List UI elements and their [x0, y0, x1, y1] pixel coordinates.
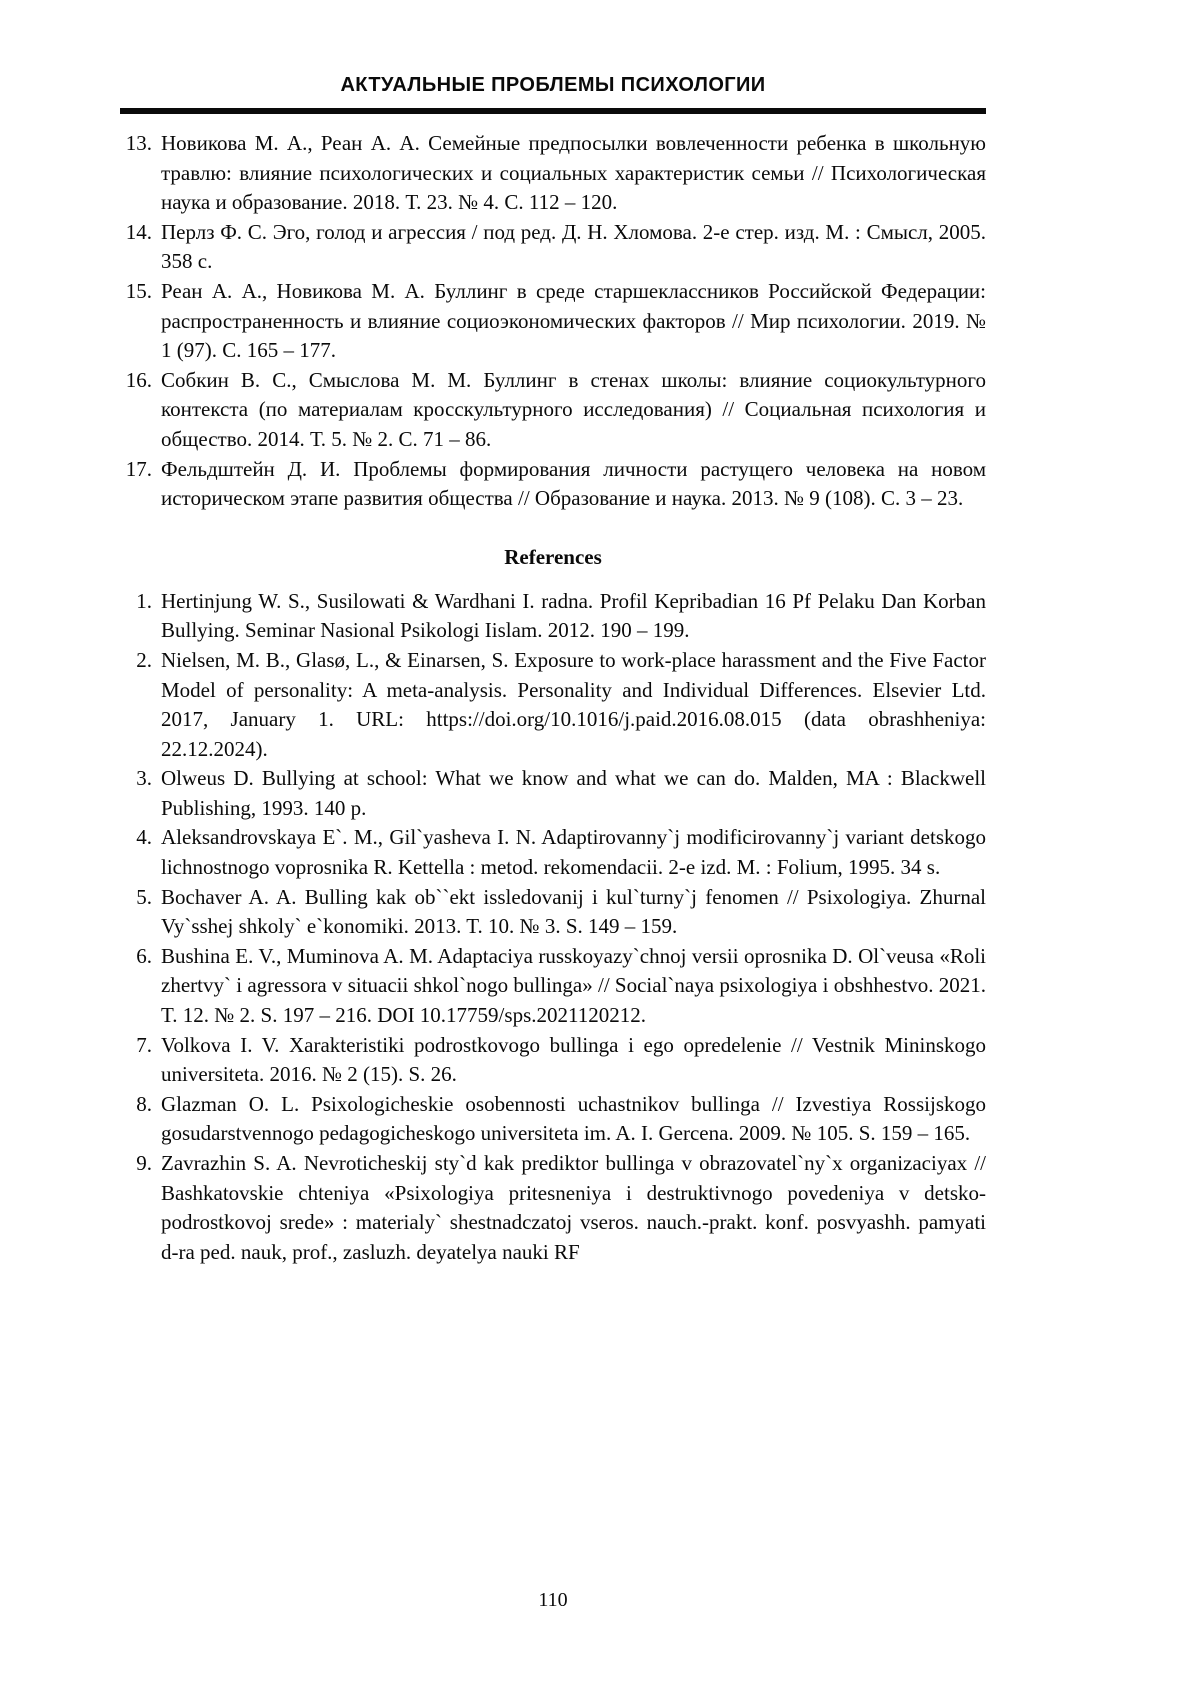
reference-text: Aleksandrovskaya E`. M., Gil`yasheva I. N. Adaptirovanny`j modificirovanny`j variant detskogo lichnostnogo voprosnika R. Kettella : metod. rekomendacii. 2-e izd. M. : Folium, 1995. 34 s.	[161, 825, 986, 880]
reference-item	[120, 218, 986, 277]
reference-text: Bochaver A. A. Bulling kak ob``ekt issledovanij i kul`turny`j fenomen // Psixologiya. Zhurnal Vy`sshej shkoly` e`konomiki. 2013. T. 10. № 3. S. 149 – 159.	[161, 884, 986, 939]
header-double-rule	[120, 108, 986, 114]
reference-number: 8.	[136, 1091, 152, 1116]
reference-item	[120, 1149, 986, 1267]
reference-text: Glazman O. L. Psixologicheskie osobennosti uchastnikov bullinga // Izvestiya Rossijskogo gosudarstvennogo pedagogicheskogo universiteta im. A. I. Gercena. 2009. № 105. S. 159 – 165.	[161, 1091, 986, 1146]
journal-header-title: АКТУАЛЬНЫЕ ПРОБЛЕМЫ ПСИХОЛОГИИ	[340, 74, 766, 96]
reference-item	[120, 1031, 986, 1090]
reference-number: 4.	[136, 825, 152, 850]
reference-item	[120, 764, 986, 823]
reference-text: Zavrazhin S. A. Nevroticheskij sty`d kak prediktor bullinga v obrazovatel`ny`x organizaciyax // Bashkatovskie chteniya «Psixologiya pritesneniya i destruktivnogo povedeniya v detsko-podrostkovoj srede» : materialy` shestnadczatoj vseros. nauch.-prakt. konf. posvyashh. pamyati d-ra ped. nauk, prof., zasluzh. deyatelya nauki RF	[161, 1151, 986, 1264]
reference-text: Volkova I. V. Xarakteristiki podrostkovogo bullinga i ego opredelenie // Vestnik Mininskogo universiteta. 2016. № 2 (15). S. 26.	[161, 1032, 986, 1087]
reference-number: 15.	[125, 278, 152, 303]
reference-text: Olweus D. Bullying at school: What we know and what we can do. Malden, MA : Blackwell Publishing, 1993. 140 p.	[161, 766, 986, 820]
reference-item	[120, 823, 986, 882]
reference-item	[120, 646, 986, 764]
reference-text: Фельдштейн Д. И. Проблемы формирования личности растущего человека на новом историческом этапе развития общества // Образование и наука. 2013. № 9 (108). С. 3 – 23.	[161, 456, 986, 511]
reference-text: Hertinjung W. S., Susilowati & Wardhani I. radna. Profil Kepribadian 16 Pf Pelaku Dan Korban Bullying. Seminar Nasional Psikologi Iislam. 2012. 190 – 199.	[161, 588, 986, 643]
reference-number: 5.	[136, 884, 152, 909]
reference-text: Новикова М. А., Реан А. А. Семейные предпосылки вовлеченности ребенка в школьную травлю: влияние психологических и социальных характеристик семьи // Психологическая наука и образование. 2018. Т. 23. № 4. С. 112 – 120.	[161, 131, 986, 215]
reference-item	[120, 587, 986, 646]
reference-text: Реан А. А., Новикова М. А. Буллинг в среде старшеклассников Российской Федерации: распространенность и влияние социоэкономических факторов // Мир психологии. 2019. № 1 (97). С. 165 – 177.	[161, 278, 986, 363]
page-header	[120, 74, 986, 114]
references-heading: References	[504, 544, 602, 569]
reference-item	[120, 1090, 986, 1149]
reference-item	[120, 366, 986, 455]
english-references-list	[120, 587, 986, 1268]
russian-references-list	[120, 129, 986, 514]
page-number: 110	[538, 1589, 568, 1611]
reference-number: 9.	[136, 1151, 152, 1175]
reference-number: 1.	[136, 588, 152, 613]
reference-number: 16.	[125, 367, 152, 392]
reference-item	[120, 942, 986, 1031]
reference-number: 6.	[136, 943, 152, 968]
reference-text: Bushina E. V., Muminova A. M. Adaptaciya russkoyazy`chnoj versii oprosnika D. Ol`veusa «Roli zhertvy` i agressora v situacii shkol`nogo bullinga» // Social`naya psixologiya i obshhestvo. 2021. T. 12. № 2. S. 197 – 216. DOI 10.17759/sps.2021120212.	[161, 943, 986, 1028]
reference-item	[120, 455, 986, 514]
reference-text: Nielsen, M. B., Glasø, L., & Einarsen, S. Exposure to work-place harassment and the Five Factor Model of personality: A meta-analysis. Personality and Individual Differences. Elsevier Ltd. 2017, January 1. URL: https://doi.org/10.1016/j.paid.2016.08.015 (data obrashheniya: 22.12.2024).	[161, 647, 986, 761]
reference-number: 7.	[136, 1032, 152, 1057]
reference-item	[120, 129, 986, 218]
reference-number: 2.	[136, 647, 152, 672]
reference-number: 17.	[125, 456, 152, 481]
reference-number: 13.	[125, 131, 152, 155]
reference-text: Перлз Ф. С. Эго, голод и агрессия / под ред. Д. Н. Хломова. 2-е стер. изд. М. : Смысл, 2005. 358 с.	[161, 219, 986, 274]
reference-item	[120, 883, 986, 942]
reference-number: 3.	[136, 766, 152, 791]
reference-text: Собкин В. С., Смыслова М. М. Буллинг в стенах школы: влияние социокультурного контекста (по материалам кросскультурного исследования) // Социальная психология и общество. 2014. Т. 5. № 2. С. 71 – 86.	[161, 367, 986, 451]
reference-item	[120, 277, 986, 366]
reference-number: 14.	[125, 219, 152, 244]
